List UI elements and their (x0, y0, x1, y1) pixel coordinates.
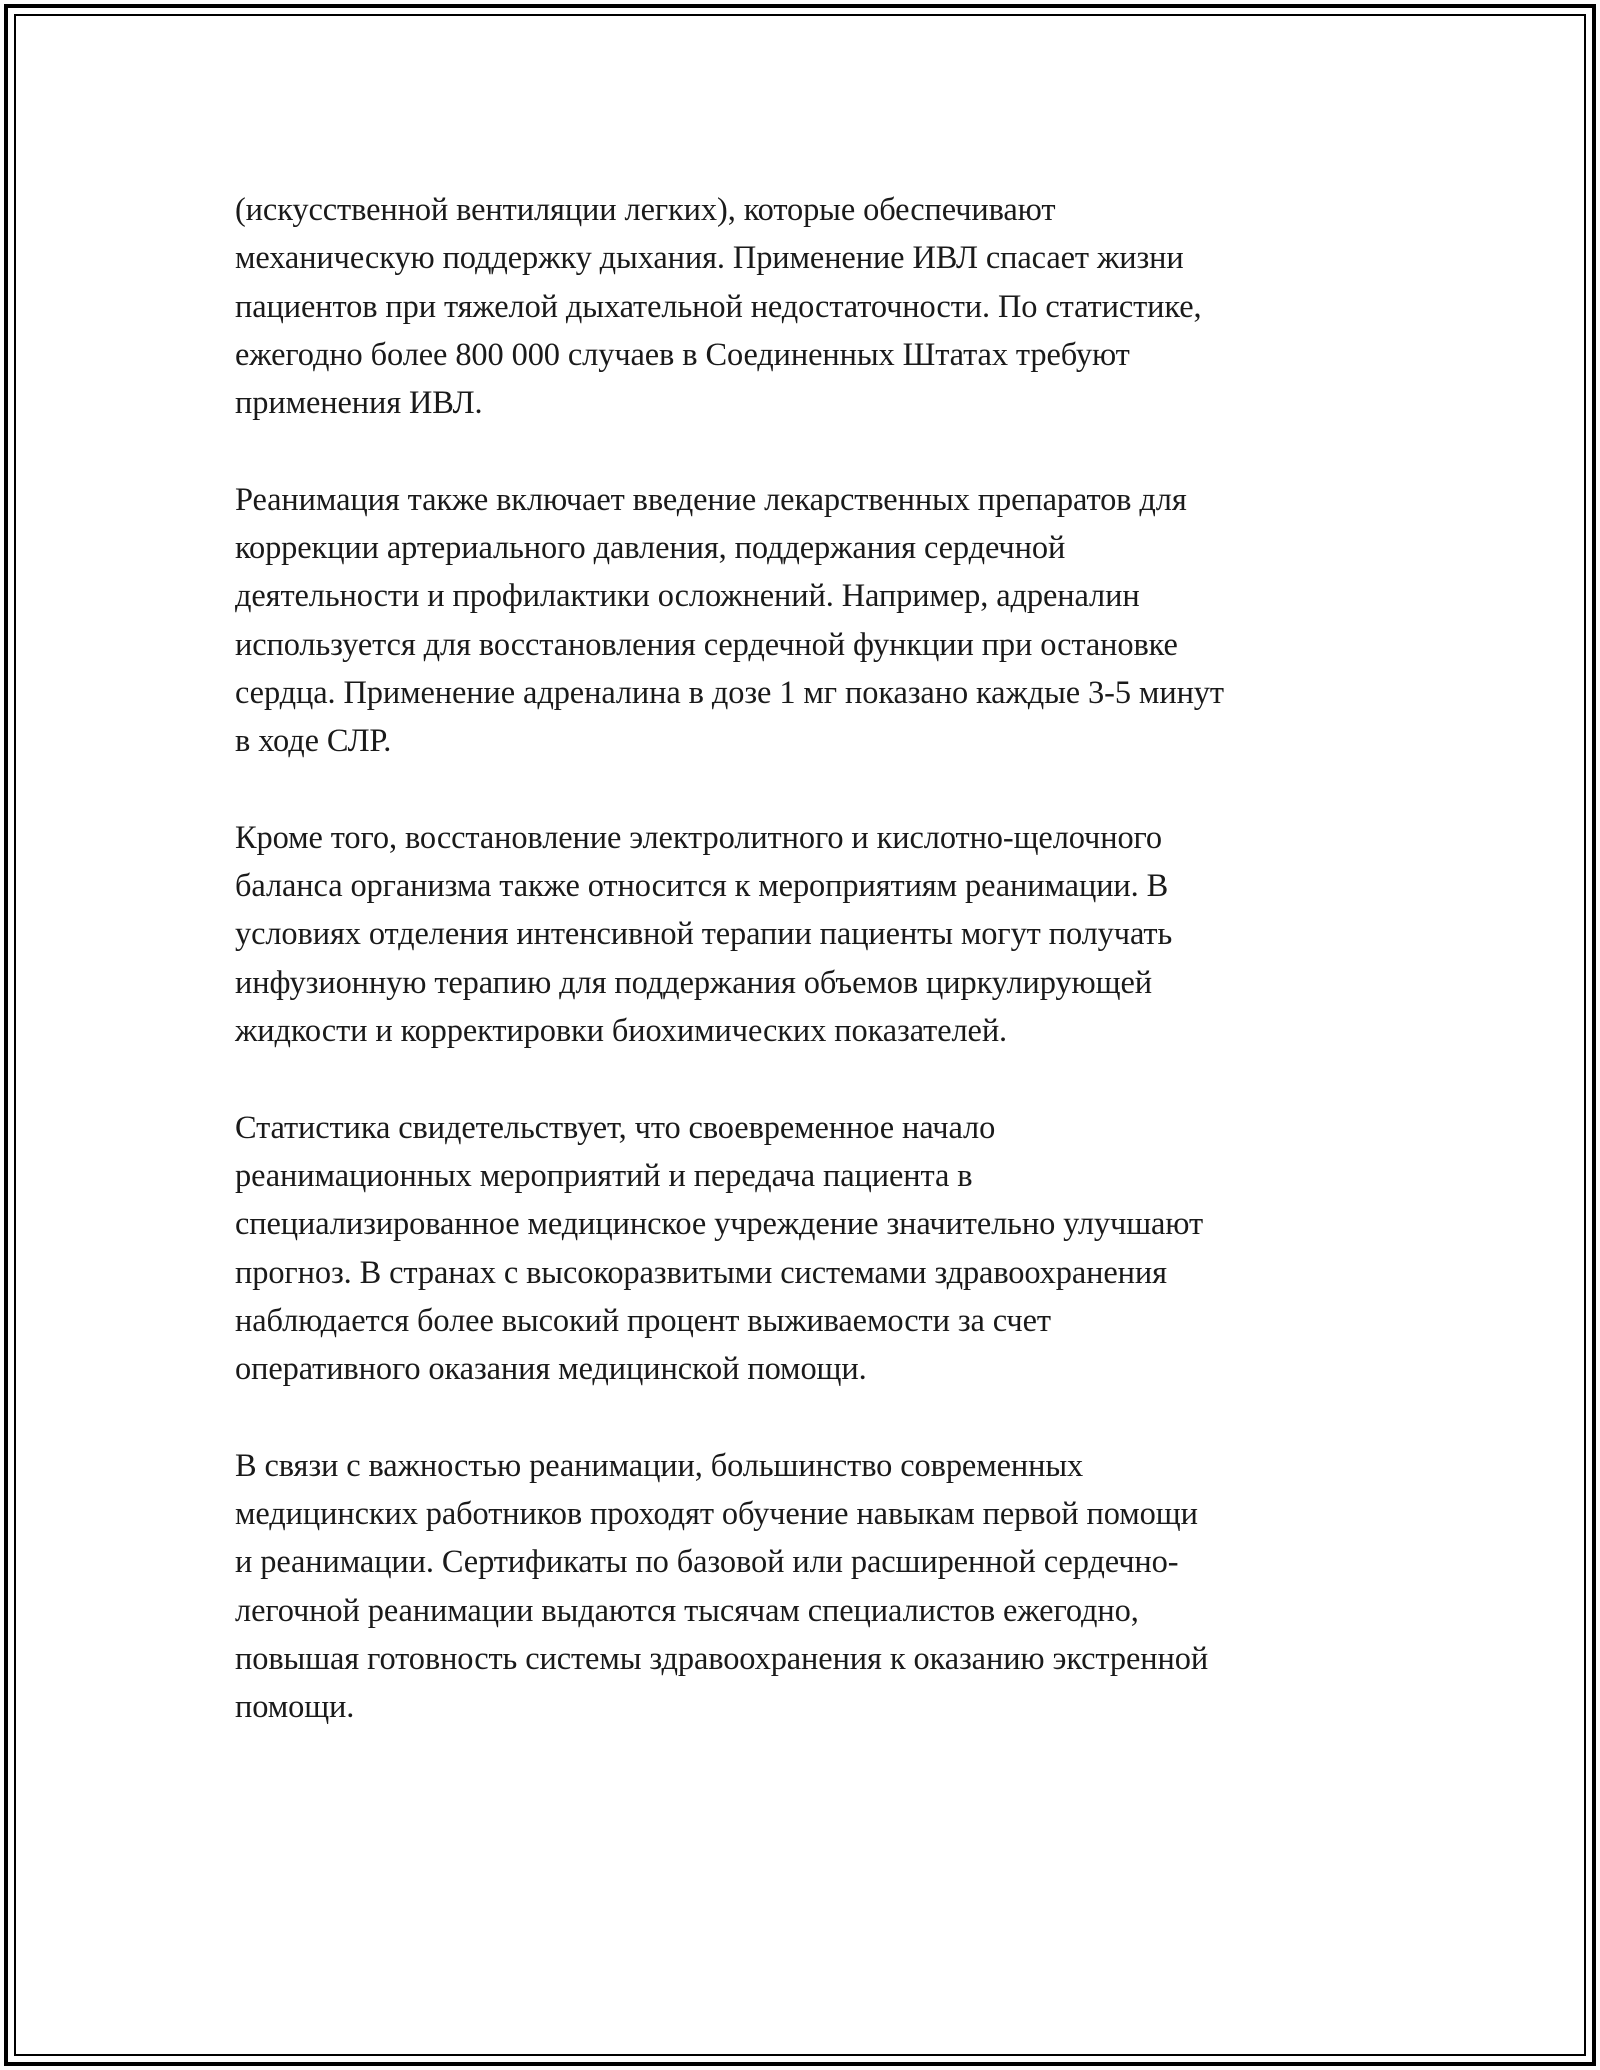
paragraph-training (235, 1442, 1385, 1732)
text-line: инфузионную терапию для поддержания объемов циркулирующей (235, 964, 1152, 1001)
text-line: и реанимации. Сертификаты по базовой или расширенной сердечно- (235, 1544, 1179, 1581)
text-line: Реанимация также включает введение лекарственных препаратов для (235, 481, 1187, 518)
document-body (235, 186, 1385, 1780)
text-line: Кроме того, восстановление электролитного и кислотно-щелочного (235, 819, 1163, 856)
text-line: применения ИВЛ. (235, 385, 483, 422)
text-line: механическую поддержку дыхания. Применение ИВЛ спасает жизни (235, 240, 1184, 277)
text-line: используется для восстановления сердечной функции при остановке (235, 626, 1178, 663)
text-line: повышая готовность системы здравоохранения к оказанию экстренной (235, 1640, 1209, 1677)
text-line: деятельности и профилактики осложнений. Например, адреналин (235, 578, 1140, 615)
text-line: жидкости и корректировки биохимических показателей. (235, 1013, 1008, 1050)
text-line: сердца. Применение адреналина в дозе 1 мг показано каждые 3-5 минут (235, 674, 1224, 711)
text-line: в ходе СЛР. (235, 723, 392, 760)
paragraph-statistics (235, 1104, 1385, 1394)
text-line: прогноз. В странах с высокоразвитыми системами здравоохранения (235, 1254, 1167, 1291)
text-line: В связи с важностью реанимации, большинство современных (235, 1447, 1084, 1484)
paragraph-electrolytes (235, 814, 1385, 1055)
text-line: помощи. (235, 1689, 355, 1726)
text-line: медицинских работников проходят обучение навыкам первой помощи (235, 1496, 1198, 1533)
text-line: (искусственной вентиляции легких), которые обеспечивают (235, 192, 1056, 228)
text-line: наблюдается более высокий процент выживаемости за счет (235, 1302, 1051, 1339)
text-line: условиях отделения интенсивной терапии пациенты могут получать (235, 916, 1173, 953)
text-line: ежегодно более 800 000 случаев в Соединенных Штатах требуют (235, 336, 1130, 373)
text-line: специализированное медицинское учреждение значительно улучшают (235, 1206, 1204, 1243)
text-line: пациентов при тяжелой дыхательной недостаточности. По статистике, (235, 288, 1202, 325)
paragraph-medications (235, 476, 1385, 766)
paragraph-ventilation (235, 186, 1385, 427)
text-line: Статистика свидетельствует, что своевременное начало (235, 1109, 996, 1146)
text-line: коррекции артериального давления, поддержания сердечной (235, 530, 1066, 567)
text-line: оперативного оказания медицинской помощи. (235, 1351, 867, 1388)
text-line: легочной реанимации выдаются тысячам специалистов ежегодно, (235, 1592, 1139, 1629)
text-line: баланса организма также относится к мероприятиям реанимации. В (235, 868, 1169, 905)
text-line: реанимационных мероприятий и передача пациента в (235, 1157, 973, 1194)
